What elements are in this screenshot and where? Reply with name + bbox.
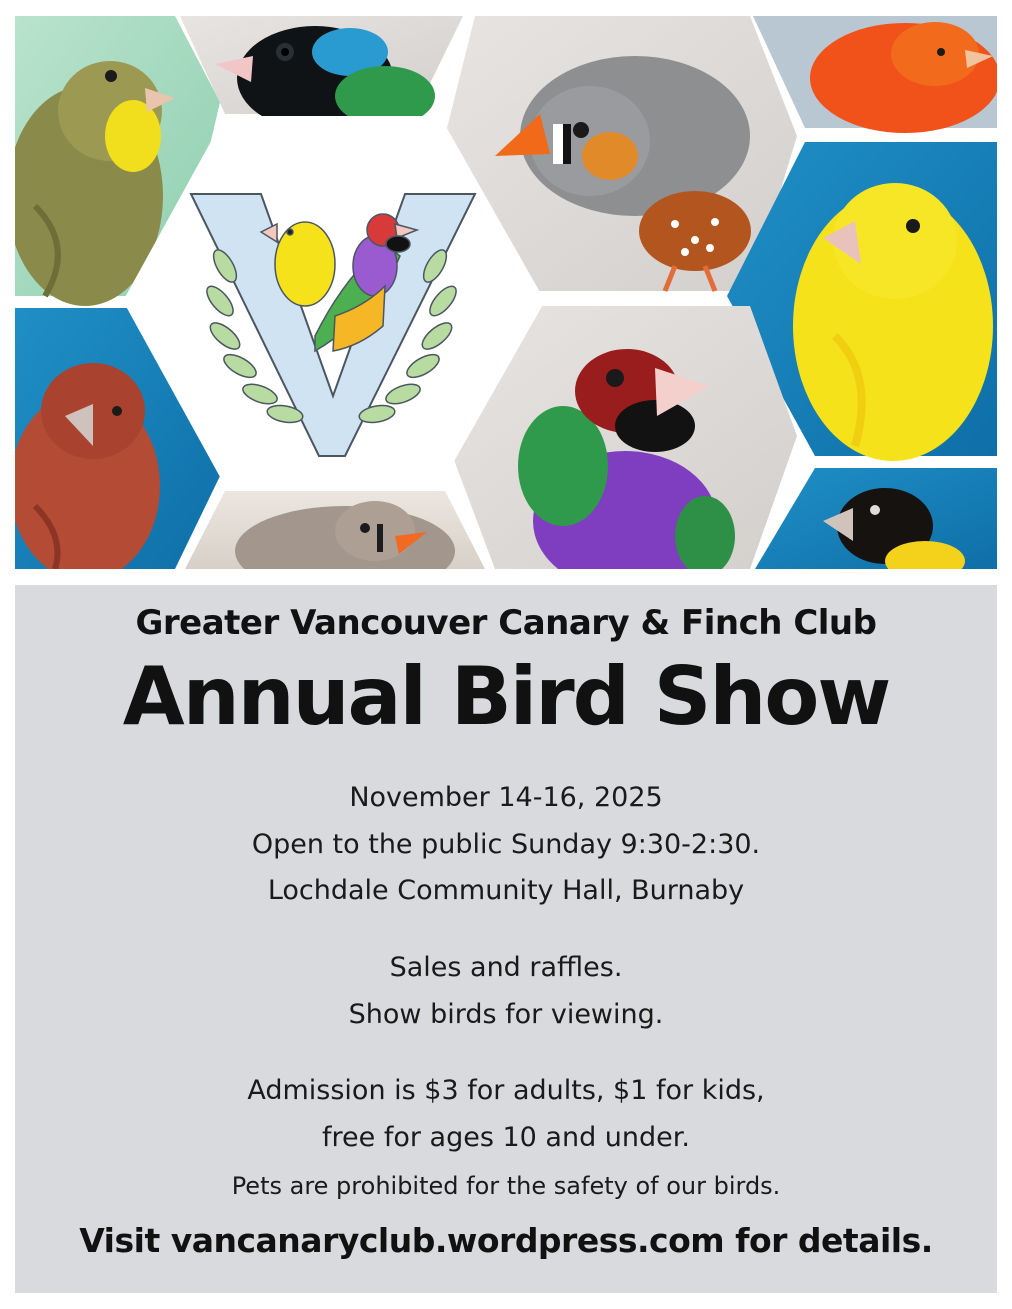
visit-website-text: Visit vancanaryclub.wordpress.com for details. xyxy=(79,1221,933,1260)
gouldian-finch-black-head-photo xyxy=(180,16,463,130)
club-name: Greater Vancouver Canary & Finch Club xyxy=(135,603,877,643)
venue: Lochdale Community Hall, Burnaby xyxy=(267,875,745,906)
event-info-panel xyxy=(15,585,997,1293)
show-title: Annual Bird Show xyxy=(122,650,890,743)
zebra-finch-female-photo xyxy=(185,491,485,569)
black-headed-finch-photo xyxy=(755,468,997,569)
red-canary-photo xyxy=(753,16,997,133)
public-hours: Open to the public Sunday 9:30-2:30. xyxy=(251,829,761,860)
hero-photo-collage xyxy=(15,16,997,569)
pets-notice: Pets are prohibited for the safety of our birds. xyxy=(231,1172,781,1200)
sales-raffles: Sales and raffles. xyxy=(389,952,623,983)
show-birds-viewing: Show birds for viewing. xyxy=(348,999,664,1030)
event-dates: November 14-16, 2025 xyxy=(349,782,663,813)
admission-line-1: Admission is $3 for adults, $1 for kids, xyxy=(247,1075,765,1106)
admission-line-2: free for ages 10 and under. xyxy=(322,1122,690,1153)
